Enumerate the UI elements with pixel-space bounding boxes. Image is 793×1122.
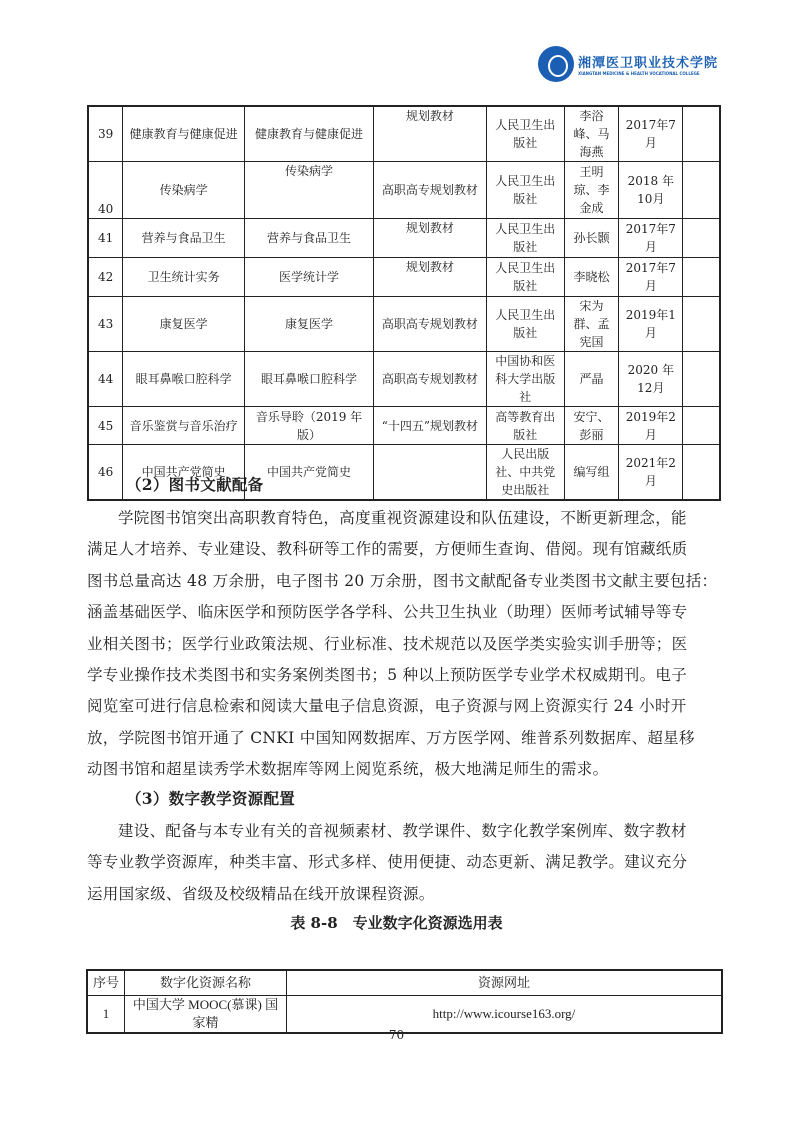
table-cell: 人民卫生出版社 (486, 297, 564, 352)
paragraph-line: 建设、配备与本专业有关的音视频素材、教学课件、数字化教学案例库、数字教材 (118, 822, 687, 840)
table-cell: “十四五”规划教材 (374, 407, 487, 445)
paragraph-line: 业相关图书；医学行业政策法规、行业标准、技术规范以及医学类实验实训手册等；医 (87, 634, 688, 653)
paragraph-line: 涵盖基础医学、临床医学和预防医学各学科、公共卫生执业（助理）医师考试辅导等专 (87, 603, 688, 622)
table-cell: 42 (88, 258, 123, 297)
table-cell: 严晶 (564, 352, 619, 407)
table-row (88, 297, 720, 352)
table-cell: 2019年2月 (619, 407, 683, 445)
table-cell: 39 (88, 106, 123, 162)
table-cell: 人民卫生出版社 (486, 162, 564, 219)
table-cell: 人民出版社、中共党史出版社 (486, 445, 564, 501)
table-cell: 规划教材 (374, 219, 487, 258)
table-cell: 2017年7月 (619, 106, 683, 162)
table-cell: 规划教材 (374, 106, 487, 162)
paragraph-line: 动图书馆和超星读秀学术数据库等网上阅览系统，极大地满足师生的需求。 (87, 760, 609, 779)
table-cell: 41 (88, 219, 123, 258)
table-cell (683, 407, 720, 445)
table-cell: 人民卫生出版社 (486, 106, 564, 162)
table-cell: 46 (88, 445, 123, 501)
paragraph-line: 满足人才培养、专业建设、教科研等工作的需要，方便师生查询、借阅。现有馆藏纸质 (87, 540, 688, 559)
table-cell: 传染病学 (244, 162, 373, 219)
table-cell: 2018 年10月 (619, 162, 683, 219)
table-cell (683, 219, 720, 258)
table-cell (683, 352, 720, 407)
table-cell: 安宁、彭丽 (564, 407, 619, 445)
table-cell: 2019年1月 (619, 297, 683, 352)
table-cell (683, 258, 720, 297)
table-cell: 44 (88, 352, 123, 407)
table-row (88, 219, 720, 258)
table-cell: 中国大学 MOOC(慕课) 国家精 (125, 995, 287, 1033)
table-cell (683, 106, 720, 162)
table-cell: 43 (88, 297, 123, 352)
table-cell: 眼耳鼻喉口腔科学 (244, 352, 373, 407)
section3-heading: （3）数字教学资源配置 (126, 789, 296, 808)
header-cell: 资源网址 (287, 970, 723, 995)
table-cell (683, 297, 720, 352)
paragraph-line: 阅览室可进行信息检索和阅读大量电子信息资源，电子资源与网上资源实行 24 小时开 (87, 697, 687, 716)
digital-resource-table (86, 969, 723, 1034)
college-logo (538, 46, 718, 82)
table-cell: 高职高专规划教材 (374, 297, 487, 352)
table-cell: 音乐导聆（2019 年版） (244, 407, 373, 445)
table-cell: 音乐鉴赏与音乐治疗 (123, 407, 245, 445)
table-cell (683, 162, 720, 219)
table-cell: 中国协和医科大学出版社 (486, 352, 564, 407)
table-cell (374, 445, 487, 501)
table-cell: 王明琼、李金成 (564, 162, 619, 219)
table-cell: 40 (88, 162, 123, 219)
paragraph-line: 学院图书馆突出高职教育特色，高度重视资源建设和队伍建设，不断更新理念，能 (118, 509, 687, 527)
table-cell: 健康教育与健康促进 (123, 106, 245, 162)
table-cell: 2021年2月 (619, 445, 683, 501)
page-number: 70 (388, 1028, 405, 1042)
paragraph-line: 图书总量高达 48 万余册，电子图书 20 万余册，图书文献配备专业类图书文献主要包括： (87, 571, 718, 590)
paragraph-line: 学专业操作技术类图书和实务案例类图书；5 种以上预防医学专业学术权威期刊。电子 (87, 666, 687, 684)
college-seal-icon (538, 46, 574, 82)
header-cell: 数字化资源名称 (125, 970, 287, 995)
textbook-table (87, 105, 721, 501)
table-cell: 人民卫生出版社 (486, 258, 564, 297)
table-cell: 2017年7月 (619, 219, 683, 258)
table-cell: 人民卫生出版社 (486, 219, 564, 258)
paragraph-line: 运用国家级、省级及校级精品在线开放课程资源。 (87, 884, 435, 903)
table-cell: 卫生统计实务 (123, 258, 245, 297)
table-cell: 传染病学 (123, 162, 245, 219)
paragraph-line: 等专业教学资源库，种类丰富、形式多样、使用便捷、动态更新、满足教学。建议充分 (87, 853, 688, 872)
table-caption: 表 8-8 专业数字化资源选用表 (290, 914, 503, 932)
table-cell: 眼耳鼻喉口腔科学 (123, 352, 245, 407)
logo-en: XIANGTAN MEDICINE & HEALTH VOCATIONAL COLLEGE (578, 71, 700, 76)
paragraph-line: 放，学院图书馆开通了 CNKI 中国知网数据库、万方医学网、维普系列数据库、超星移 (87, 728, 695, 747)
logo-cn: 湘潭医卫职业技术学院 (578, 56, 719, 71)
table-row (88, 407, 720, 445)
table-cell: 2020 年12月 (619, 352, 683, 407)
table-cell (683, 445, 720, 501)
table-cell: 李晓松 (564, 258, 619, 297)
table-row (88, 258, 720, 297)
table-cell: 高职高专规划教材 (374, 352, 487, 407)
table-cell: 医学统计学 (244, 258, 373, 297)
table-cell: 编写组 (564, 445, 619, 501)
table-cell: 康复医学 (244, 297, 373, 352)
header-cell: 序号 (87, 970, 125, 995)
table-row (88, 352, 720, 407)
table-cell: 中国共产党简史 (123, 445, 245, 501)
table-cell: 营养与食品卫生 (123, 219, 245, 258)
table-cell: 1 (87, 995, 125, 1033)
table-cell: 孙长颢 (564, 219, 619, 258)
table-cell: 健康教育与健康促进 (244, 106, 373, 162)
table-cell: 李浴峰、马海燕 (564, 106, 619, 162)
table-cell: 宋为群、孟宪国 (564, 297, 619, 352)
table-cell: 规划教材 (374, 258, 487, 297)
section2-heading: （2）图书文献配备 (126, 475, 264, 494)
table-row (88, 106, 720, 162)
table-cell: 康复医学 (123, 297, 245, 352)
table-cell: 2017年7月 (619, 258, 683, 297)
table-cell: 高等教育出版社 (486, 407, 564, 445)
table-cell: 高职高专规划教材 (374, 162, 487, 219)
table-cell: 营养与食品卫生 (244, 219, 373, 258)
table-row (88, 162, 720, 219)
table-cell: 中国共产党简史 (244, 445, 373, 501)
table-row (87, 995, 722, 1033)
table-cell: 45 (88, 407, 123, 445)
resource-link[interactable]: http://www.icourse163.org/ (287, 995, 723, 1033)
